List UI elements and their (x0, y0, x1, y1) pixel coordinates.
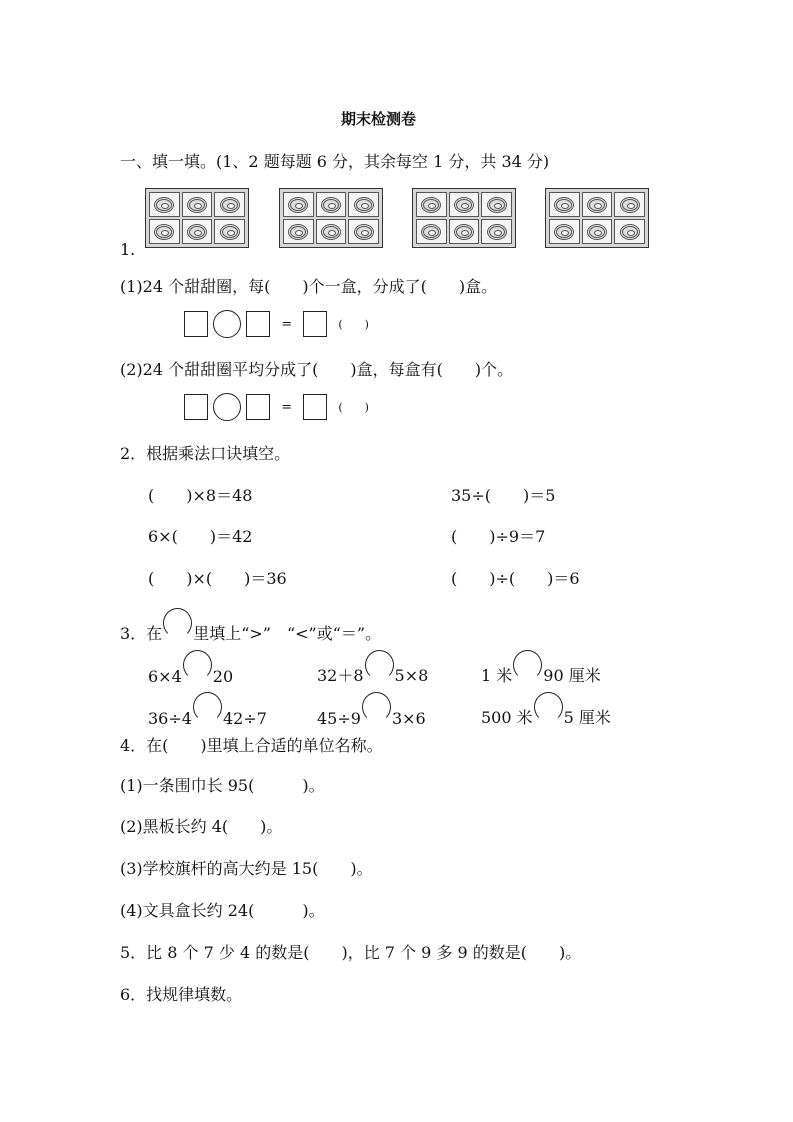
q4-item: (4)文具盒长约 24( )。 (120, 901, 325, 920)
donut-icon (554, 197, 574, 213)
answer-box[interactable] (246, 394, 270, 420)
donut-icon (620, 224, 640, 240)
donut-box-image (412, 188, 516, 248)
donut-icon (220, 224, 240, 240)
compare-right: 5 厘米 (563, 708, 611, 727)
unit-paren: ( ) (338, 318, 369, 331)
compare-circle[interactable] (193, 692, 222, 722)
compare-item (481, 656, 601, 686)
unit-paren: ( ) (338, 401, 369, 414)
compare-circle-sample (163, 608, 192, 638)
q2-item: ( )×( )＝36 (148, 569, 287, 588)
compare-left: 36÷4 (148, 709, 192, 728)
donut-icon (288, 197, 308, 213)
donut-icon (354, 197, 374, 213)
compare-circle[interactable] (362, 692, 391, 722)
compare-right: 20 (212, 667, 234, 686)
donut-icon (454, 224, 474, 240)
donut-icon (354, 224, 374, 240)
question-2-heading: 2．根据乘法口诀填空。 (120, 444, 291, 463)
compare-left: 500 米 (481, 708, 533, 727)
question-6: 6．找规律填数。 (120, 985, 243, 1004)
answer-box[interactable] (303, 394, 327, 420)
compare-right: 42÷7 (222, 709, 267, 728)
compare-circle[interactable] (513, 650, 542, 680)
question-4-heading: 4．在( )里填上合适的单位名称。 (120, 736, 383, 755)
donut-icon (421, 197, 441, 213)
compare-item (481, 698, 611, 728)
donut-icon (587, 197, 607, 213)
donut-icon (154, 224, 174, 240)
q2-item: 35÷( )＝5 (451, 486, 556, 505)
compare-circle[interactable] (534, 692, 563, 722)
q2-item: 6×( )＝42 (148, 527, 253, 546)
donut-icon (220, 197, 240, 213)
compare-left: 1 米 (481, 666, 513, 685)
compare-item (148, 698, 267, 728)
donut-icon (487, 197, 507, 213)
donut-icon (187, 224, 207, 240)
answer-box[interactable] (184, 311, 208, 337)
donut-icon (321, 224, 341, 240)
compare-right: 90 厘米 (543, 666, 601, 685)
compare-left: 32＋8 (317, 666, 364, 685)
page-title: 期末检测卷 (341, 110, 417, 128)
question-5: 5．比 8 个 7 少 4 的数是( )，比 7 个 9 多 9 的数是( )。 (120, 943, 582, 962)
operator-circle[interactable] (213, 310, 241, 338)
donut-icon (620, 197, 640, 213)
q3-heading-prefix: 3．在 (120, 624, 163, 643)
answer-box[interactable] (184, 394, 208, 420)
compare-item (317, 656, 428, 686)
equals-sign: = (281, 316, 293, 332)
compare-circle[interactable] (365, 650, 394, 680)
compare-left: 6×4 (148, 667, 182, 686)
equation-template (184, 393, 369, 421)
donut-icon (288, 224, 308, 240)
question-3-heading (120, 614, 381, 644)
donut-icon (554, 224, 574, 240)
donut-icon (154, 197, 174, 213)
compare-item (317, 698, 426, 728)
q4-item: (2)黑板长约 4( )。 (120, 817, 283, 836)
donut-icon (321, 197, 341, 213)
section-heading: 一、填一填。(1、2 题每题 6 分，其余每空 1 分，共 34 分) (120, 152, 550, 171)
compare-circle[interactable] (183, 650, 212, 680)
q2-item: ( )÷9＝7 (451, 527, 546, 546)
compare-right: 5×8 (394, 666, 429, 685)
donut-icon (487, 224, 507, 240)
donut-icon (421, 224, 441, 240)
compare-right: 3×6 (391, 709, 426, 728)
answer-box[interactable] (246, 311, 270, 337)
q2-item: ( )×8＝48 (148, 486, 253, 505)
equation-template (184, 310, 369, 338)
equals-sign: = (281, 399, 293, 415)
question-number: 1. (120, 240, 136, 259)
donut-box-image (145, 188, 249, 248)
q4-item: (1)一条围巾长 95( )。 (120, 776, 325, 795)
donut-box-image (279, 188, 383, 248)
compare-item (148, 656, 233, 686)
question-1-2: (2)24 个甜甜圈平均分成了( )盒，每盒有( )个。 (120, 360, 514, 379)
q3-heading-suffix: 里填上“>” “<”或“＝”。 (193, 624, 382, 643)
answer-box[interactable] (303, 311, 327, 337)
q4-item: (3)学校旗杆的高大约是 15( )。 (120, 859, 373, 878)
question-1-1: (1)24 个甜甜圈，每( )个一盒，分成了( )盒。 (120, 277, 498, 296)
donut-icon (587, 224, 607, 240)
operator-circle[interactable] (213, 393, 241, 421)
donut-icon (187, 197, 207, 213)
donut-box-image (545, 188, 649, 248)
donut-icon (454, 197, 474, 213)
compare-left: 45÷9 (317, 709, 361, 728)
q2-item: ( )÷( )＝6 (451, 569, 580, 588)
